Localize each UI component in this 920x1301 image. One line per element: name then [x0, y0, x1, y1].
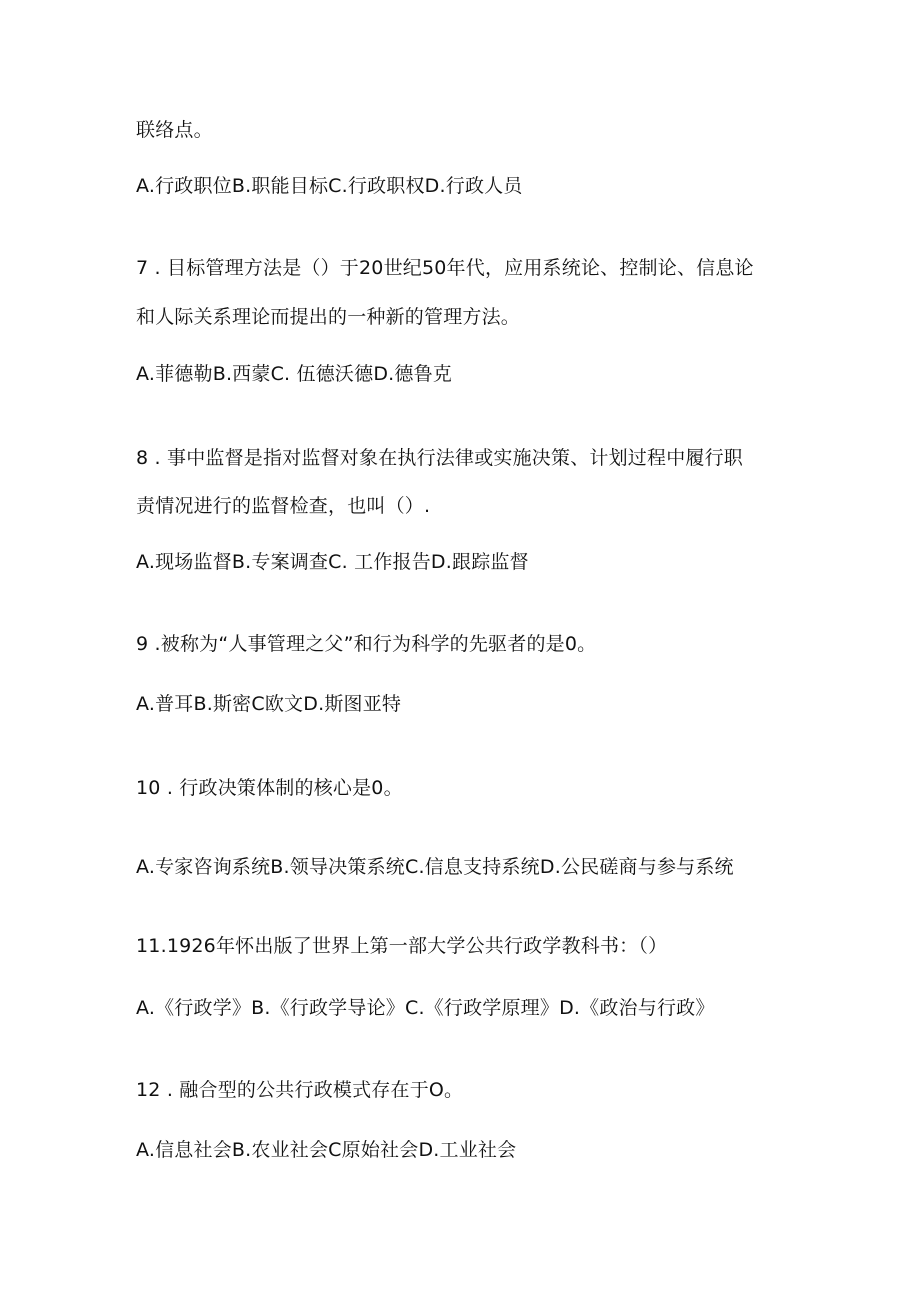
question-11: 11.1926年怀出版了世界上第一部大学公共行政学教科书：（） — [136, 935, 668, 957]
options-q11: A.《行政学》B.《行政学导论》C.《行政学原理》D.《政治与行政》 — [136, 997, 715, 1019]
options-q7: A.菲德勒B.西蒙C. 伍德沃德D.德鲁克 — [136, 363, 452, 385]
question-9: 9 .被称为“人事管理之父”和行为科学的先驱者的是0。 — [136, 633, 597, 655]
question-10: 10 . 行政决策体制的核心是0。 — [136, 777, 403, 799]
options-q12: A.信息社会B.农业社会C原始社会D.工业社会 — [136, 1139, 517, 1161]
options-q9: A.普耳B.斯密C欧文D.斯图亚特 — [136, 693, 402, 715]
question-7-line-2: 和人际关系理论而提出的一种新的管理方法。 — [136, 306, 521, 328]
options-q6: A.行政职位B.职能目标C.行政职权D.行政人员 — [136, 175, 523, 197]
question-12: 12 . 融合型的公共行政模式存在于O。 — [136, 1079, 464, 1101]
options-q10: A.专家咨询系统B.领导决策系统C.信息支持系统D.公民磋商与参与系统 — [136, 856, 734, 878]
options-q8: A.现场监督B.专案调查C. 工作报告D.跟踪监督 — [136, 551, 529, 573]
question-7-line-1: 7 . 目标管理方法是（）于20世纪50年代，应用系统论、控制论、信息论 — [136, 257, 754, 279]
text-line-1: 联络点。 — [136, 119, 213, 141]
question-8-line-2: 责情况进行的监督检查，也叫（）. — [136, 495, 431, 517]
question-8-line-1: 8 . 事中监督是指对监督对象在执行法律或实施决策、计划过程中履行职 — [136, 447, 744, 469]
